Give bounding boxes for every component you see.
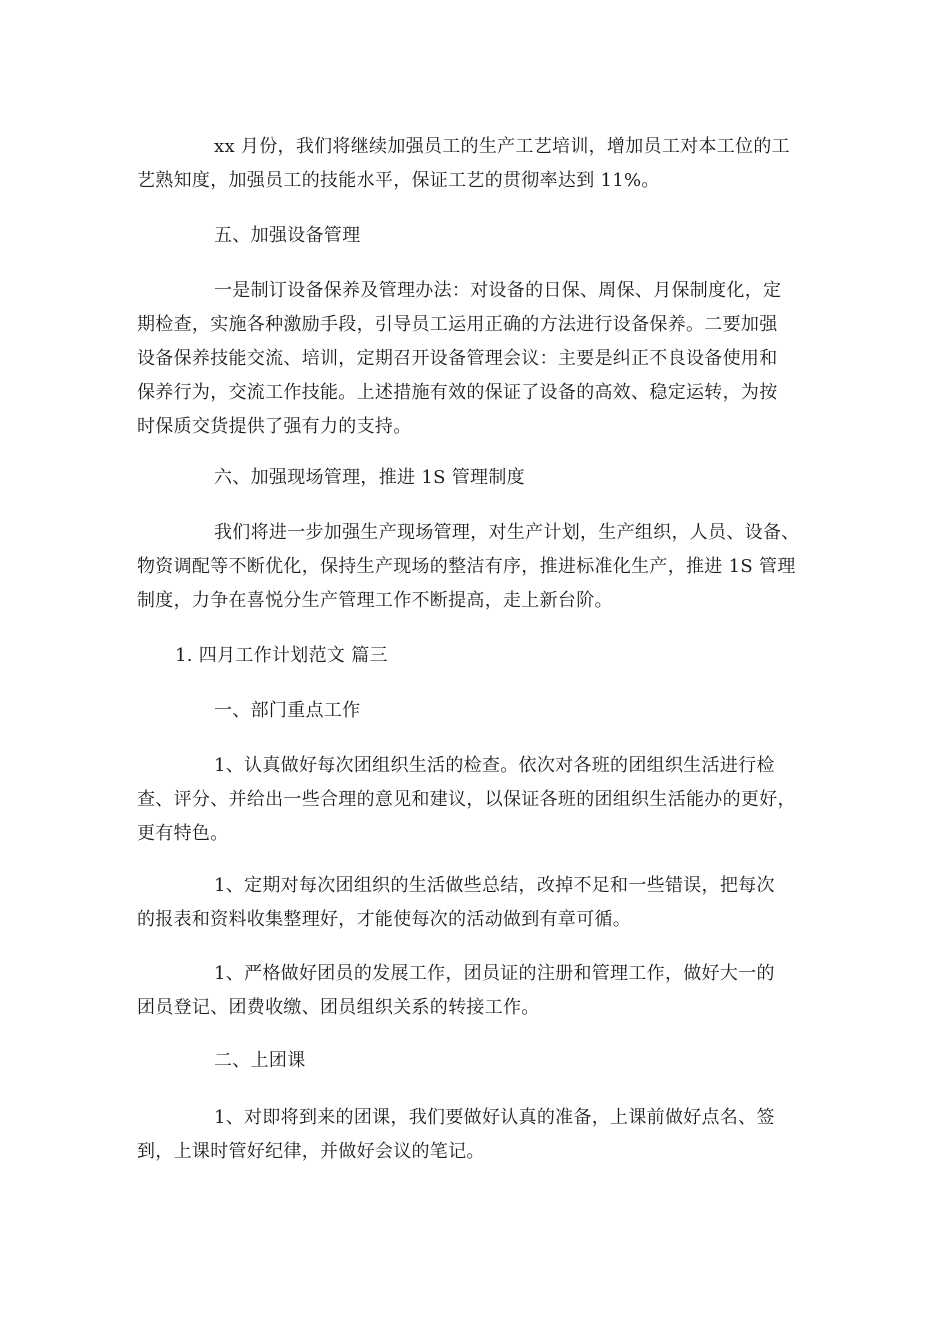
text-line: 1、认真做好每次团组织生活的检查。依次对各班的团组织生活进行检 — [214, 755, 775, 776]
text-line: 保养行为，交流工作技能。上述措施有效的保证了设备的高效、稳定运转，为按 — [137, 382, 778, 403]
text-line: 期检查，实施各种激励手段，引导员工运用正确的方法进行设备保养。二要加强 — [137, 314, 778, 335]
section-heading: 五、加强设备管理 — [214, 225, 361, 246]
text-line: 一是制订设备保养及管理办法：对设备的日保、周保、月保制度化，定 — [214, 280, 782, 301]
section-heading: 二、上团课 — [214, 1050, 306, 1071]
paragraph-equipment — [137, 274, 817, 444]
paragraph-training — [137, 130, 817, 198]
section-heading: 六、加强现场管理，推进 1S 管理制度 — [214, 467, 525, 488]
text-line: 物资调配等不断优化，保持生产现场的整洁有序，推进标准化生产，推进 1S 管理 — [137, 556, 796, 577]
text-line: 到，上课时管好纪律，并做好会议的笔记。 — [137, 1141, 485, 1162]
heading-department-work — [137, 694, 817, 728]
text-line: 1、定期对每次团组织的生活做些总结，改掉不足和一些错误，把每次 — [214, 875, 775, 896]
heading-league-class — [137, 1044, 817, 1078]
text-line: 我们将进一步加强生产现场管理，对生产计划，生产组织，人员、设备、 — [214, 522, 800, 543]
paragraph-inspection — [137, 749, 817, 851]
text-line: 1、严格做好团员的发展工作，团员证的注册和管理工作，做好大一的 — [214, 963, 775, 984]
article-title: 1. 四月工作计划范文 篇三 — [175, 645, 388, 666]
text-line: 时保质交货提供了强有力的支持。 — [137, 416, 412, 437]
paragraph-site — [137, 516, 817, 618]
text-line: xx 月份，我们将继续加强员工的生产工艺培训，增加员工对本工位的工 — [214, 136, 790, 157]
text-line: 1、对即将到来的团课，我们要做好认真的准备，上课前做好点名、签 — [214, 1107, 775, 1128]
paragraph-summary — [137, 869, 817, 937]
heading-equipment-management — [137, 219, 817, 253]
paragraph-member-development — [137, 957, 817, 1025]
text-line: 查、评分、并给出一些合理的意见和建议，以保证各班的团组织生活能办的更好， — [137, 789, 796, 810]
paragraph-league-class — [137, 1101, 817, 1169]
heading-site-management — [137, 461, 817, 495]
section-heading: 一、部门重点工作 — [214, 700, 361, 721]
text-line: 的报表和资料收集整理好，才能使每次的活动做到有章可循。 — [137, 909, 632, 930]
text-line: 制度，力争在喜悦分生产管理工作不断提高，走上新台阶。 — [137, 590, 613, 611]
text-line: 更有特色。 — [137, 823, 229, 844]
text-line: 艺熟知度，加强员工的技能水平，保证工艺的贯彻率达到 11%。 — [137, 170, 660, 191]
text-line: 设备保养技能交流、培训，定期召开设备管理会议：主要是纠正不良设备使用和 — [137, 348, 778, 369]
text-line: 团员登记、团费收缴、团员组织关系的转接工作。 — [137, 997, 540, 1018]
heading-article-three — [137, 639, 817, 673]
